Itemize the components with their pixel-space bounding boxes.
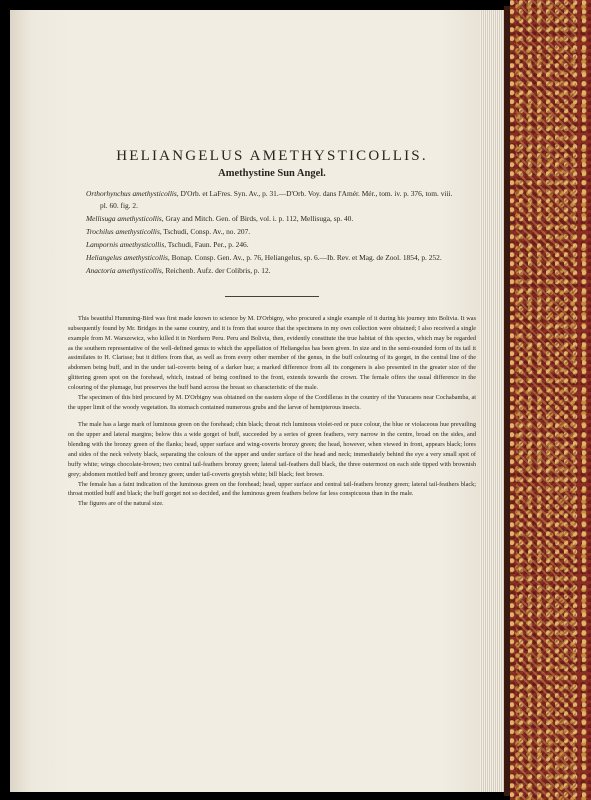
paragraph-male-description: The male has a large mark of luminous green on the forehead; chin black; throat rich luminous violet-red or puce colour, the blue or violaceous hue prevailing on the upper and lateral margins; below this a wide gorget of buff, succeeded by a series of green feathers, very narrow in the centre, broad on the sides, and blending with the bronzy green of the flanks; head, upper surface and wing-coverts bronzy green; the head, however, when viewed in front, appears black; lores and sides of the neck velvety black, separating the colours of the upper and under surface of the head and neck; immediately behind the eye a very small spot of buffy white; wings chocolate-brown; two central tail-feathers bronzy green; lateral tail-feathers dull black, the three outermost on each side tipped with brownish grey; abdomen mottled buff and bronzy green; under tail-coverts greyish white; bill black; feet brown. — [68, 421, 476, 478]
synonym-entry — [86, 226, 458, 238]
page-edges — [480, 10, 504, 792]
paragraph-introduction: This beautiful Humming-Bird was first made known to science by M. D'Orbigny, who procured a single example of it during his journey into Bolivia. It was subsequently found by Mr. Bridges in the same country, and it is from that source that the specimens in my own collection were obtained; I also received a single example from M. Warszewicz, who killed it in Northern Peru. Peru and Bolivia, then, evidently constitute the true habitat of this species, which may be regarded as the southern representative of the well-defined genus to which the appellation of Heliangelus has been given. In size and in the semi-rounded form of its tail it assimilates to H. Clarisse; but it differs from that, as well as from every other member of the genus, in the buff colouring of its gorget, in the central line of the abdomen being buff, and in the under tail-coverts being of a darker hue; a marked difference from all its congeners is also presented in the greater size of the glittering green spot on the forehead, which, instead of being confined to the front, extends towards the crown. The female offers the usual difference in the colouring of the plumage, but preserves the buff band across the breast so characteristic of the male. — [68, 315, 476, 391]
synonym-name: Lampornis amethysticollis, — [86, 239, 167, 249]
synonym-entry — [86, 213, 458, 225]
paragraph-figures-note: The figures are of the natural size. — [78, 500, 164, 508]
synonym-entry — [86, 265, 458, 277]
paragraph-gap — [68, 412, 476, 420]
synonym-name: Orthorhynchus amethysticollis, — [86, 189, 179, 198]
synonym-name: Anactoria amethysticollis, — [86, 265, 164, 275]
synonym-reference: D'Orb. et LaFres. Syn. Av., p. 31.—D'Orb. Voy. dans l'Amér. Mér., tom. iv. p. 376, tom. viii. pl. 60. fig. 2. — [100, 189, 453, 210]
synonym-name: Trochilus amethysticollis, — [86, 226, 162, 236]
paragraph-female-description: The female has a faint indication of the luminous green on the forehead; head, upper surface and central tail-feathers bronzy green; lateral tail-feathers black; throat mottled buff and black; the buff gorget not so decided, and the luminous green feathers below far less conspicuous than in the male. — [68, 480, 476, 498]
synonym-name: Mellisuga amethysticollis, — [86, 213, 164, 223]
marbled-cover — [510, 0, 591, 800]
synonym-reference: Gray and Mitch. Gen. of Birds, vol. i. p. 112, Mellisuga, sp. 40. — [163, 213, 354, 223]
body-text — [68, 314, 476, 509]
synonym-entry — [86, 252, 458, 264]
paragraph-habitat: The specimen of this bird procured by M. D'Orbigny was obtained on the eastern slope of the Cordilleras in the country of the Yuracares near Cochabamba, at the upper limit of the woody vegetation. Its stomach contained numerous grubs and the larvæ of hemipterous insects. — [68, 393, 476, 411]
synonym-reference: Tschudi, Consp. Av., no. 207. — [161, 226, 251, 236]
marbled-pattern — [516, 0, 576, 800]
common-name: Amethystine Sun Angel. — [218, 168, 326, 179]
synonym-name: Heliangelus amethysticollis, — [86, 252, 170, 262]
synonym-entry — [86, 188, 458, 211]
species-title: HELIANGELUS AMETHYSTICOLLIS. — [116, 148, 428, 164]
section-divider — [225, 296, 319, 297]
synonym-reference: Bonap. Consp. Gen. Av., p. 76, Heliangelus, sp. 6.—Ib. Rev. et Mag. de Zool. 1854, p. 252. — [169, 252, 442, 262]
synonym-reference: Tschudi, Faun. Per., p. 246. — [166, 239, 249, 249]
synonymy-list — [86, 188, 458, 278]
synonym-entry — [86, 239, 458, 251]
synonym-reference: Reichenb. Aufz. der Colibris, p. 12. — [163, 265, 271, 275]
